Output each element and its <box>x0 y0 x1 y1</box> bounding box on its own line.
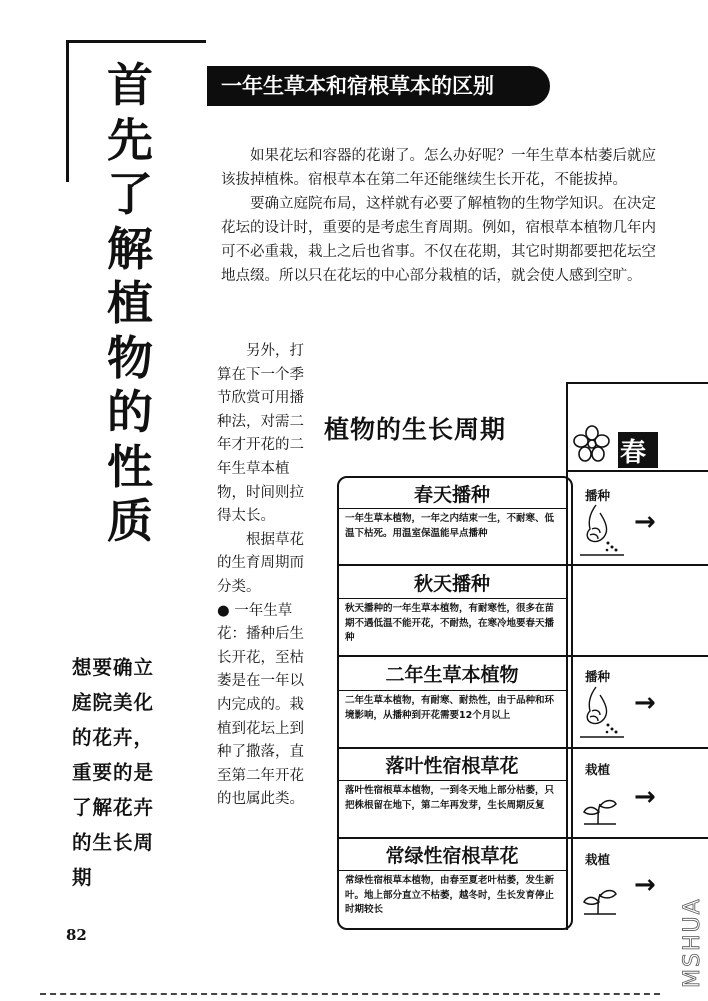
row-divider <box>339 870 567 871</box>
narrow-column-text <box>217 340 311 812</box>
watermark <box>677 880 707 990</box>
seedling-icon <box>580 790 620 828</box>
chart-title: 植物的生长周期 <box>324 415 507 444</box>
side-note-line: 的花卉， <box>72 726 155 749</box>
bottom-rule <box>40 993 660 995</box>
title-char: 的 <box>107 385 153 439</box>
season-label: 春 <box>620 438 647 468</box>
arrow-right-icon: → <box>634 782 656 812</box>
title-frame-left <box>66 42 69 182</box>
row-desc: 常绿性宿根草本植物，由春至夏老叶枯萎，发生新叶。地上部分直立不枯萎，越冬时，生长发育停止时期较长 <box>345 875 555 916</box>
row-desc: 落叶性宿根草本植物，一到冬天地上部分枯萎，只把株根留在地下，第二年再发芽，生长周期反复 <box>345 785 555 811</box>
arrow-right-icon: → <box>634 870 656 900</box>
row-desc: 一年生草本植物，一年之内结束一生，不耐寒、低温下枯死。用温室保温能早点播种 <box>345 513 555 539</box>
side-note-line: 重要的是 <box>72 761 155 784</box>
seedling-icon <box>580 880 620 918</box>
page-title-vertical <box>100 58 160 549</box>
action-label: 栽植 <box>585 762 611 777</box>
side-note <box>72 650 184 895</box>
sowing-hand-icon <box>578 503 628 559</box>
side-note-line: 期 <box>72 866 93 889</box>
title-char: 先 <box>107 112 153 167</box>
row-title: 落叶性宿根草花 <box>385 755 519 777</box>
action-label: 播种 <box>585 669 611 684</box>
row-separator <box>337 564 708 566</box>
action-label: 播种 <box>585 488 611 503</box>
row-divider <box>339 690 567 691</box>
row-desc: 秋天播种的一年生草本植物，有耐寒性，很多在苗期不遇低温不能开花，不耐热，在寒冷地要春天播种 <box>345 603 555 644</box>
title-char: 了 <box>107 167 153 221</box>
row-separator <box>337 655 708 657</box>
title-char: 解 <box>107 221 153 276</box>
row-title: 春天播种 <box>413 484 490 506</box>
row-desc: 二年生草本植物，有耐寒、耐热性，由于品种和环境影响，从播种到开花需要12个月以上 <box>345 695 555 721</box>
row-title: 二年生草本植物 <box>385 664 519 686</box>
watermark-text: MSHUA <box>680 897 705 988</box>
season-header-bottom-line <box>568 470 708 472</box>
row-divider <box>339 508 567 509</box>
row-divider <box>339 780 567 781</box>
title-char: 质 <box>107 494 153 548</box>
section-header: 一年生草本和宿根草本的区别 <box>207 66 550 106</box>
action-label: 栽植 <box>585 852 611 867</box>
side-note-line: 庭院美化 <box>72 691 155 714</box>
title-frame-top <box>66 40 206 43</box>
body-text <box>221 144 661 288</box>
paragraph: 根据草花的生育周期而分类。 <box>217 531 304 595</box>
row-divider <box>339 598 567 599</box>
title-char: 物 <box>107 330 153 385</box>
season-header-top-line <box>566 382 708 384</box>
side-note-line: 的生长周 <box>72 831 155 854</box>
arrow-right-icon: → <box>634 507 656 537</box>
side-note-line: 想要确立 <box>72 656 155 679</box>
page-number: 82 <box>66 926 87 944</box>
side-note-line: 了解花卉 <box>72 796 155 819</box>
paragraph: 如果花坛和容器的花谢了。怎么办好呢？一年生草本枯萎后就应该拔掉植株。宿根草本在第二年还能继续生长开花，不能拔掉。 <box>221 148 656 188</box>
paragraph: 另外，打算在下一个季节欣赏可用播种法，对需二年才开花的二年生草本植物，时间则拉得太长。 <box>217 343 304 525</box>
paragraph: 要确立庭院布局，这样就有必要了解植物的生物学知识。在决定花坛的设计时，重要的是考虑生育周期。例如，宿根草本植物几年内可不必重栽，栽上之后也省事。不仅在花期，其它时期都要把花坛空地点缀。所以只在花坛的中心部分栽植的话，就会使人感到空旷。 <box>221 196 656 284</box>
title-char: 植 <box>107 276 153 330</box>
sowing-hand-icon <box>578 685 628 741</box>
flower-icon <box>570 424 614 464</box>
title-char: 性 <box>107 439 153 494</box>
arrow-right-icon: → <box>634 688 656 718</box>
row-title: 秋天播种 <box>413 573 490 595</box>
row-separator <box>337 837 708 839</box>
row-title: 常绿性宿根草花 <box>385 845 519 867</box>
row-separator <box>337 747 708 749</box>
title-char: 首 <box>107 58 153 112</box>
paragraph: ● 一年生草花：播种后生长开花，至枯萎是在一年以内完成的。栽植到花坛上到种了撒落，直至第二年开花的也属此类。 <box>217 602 304 808</box>
